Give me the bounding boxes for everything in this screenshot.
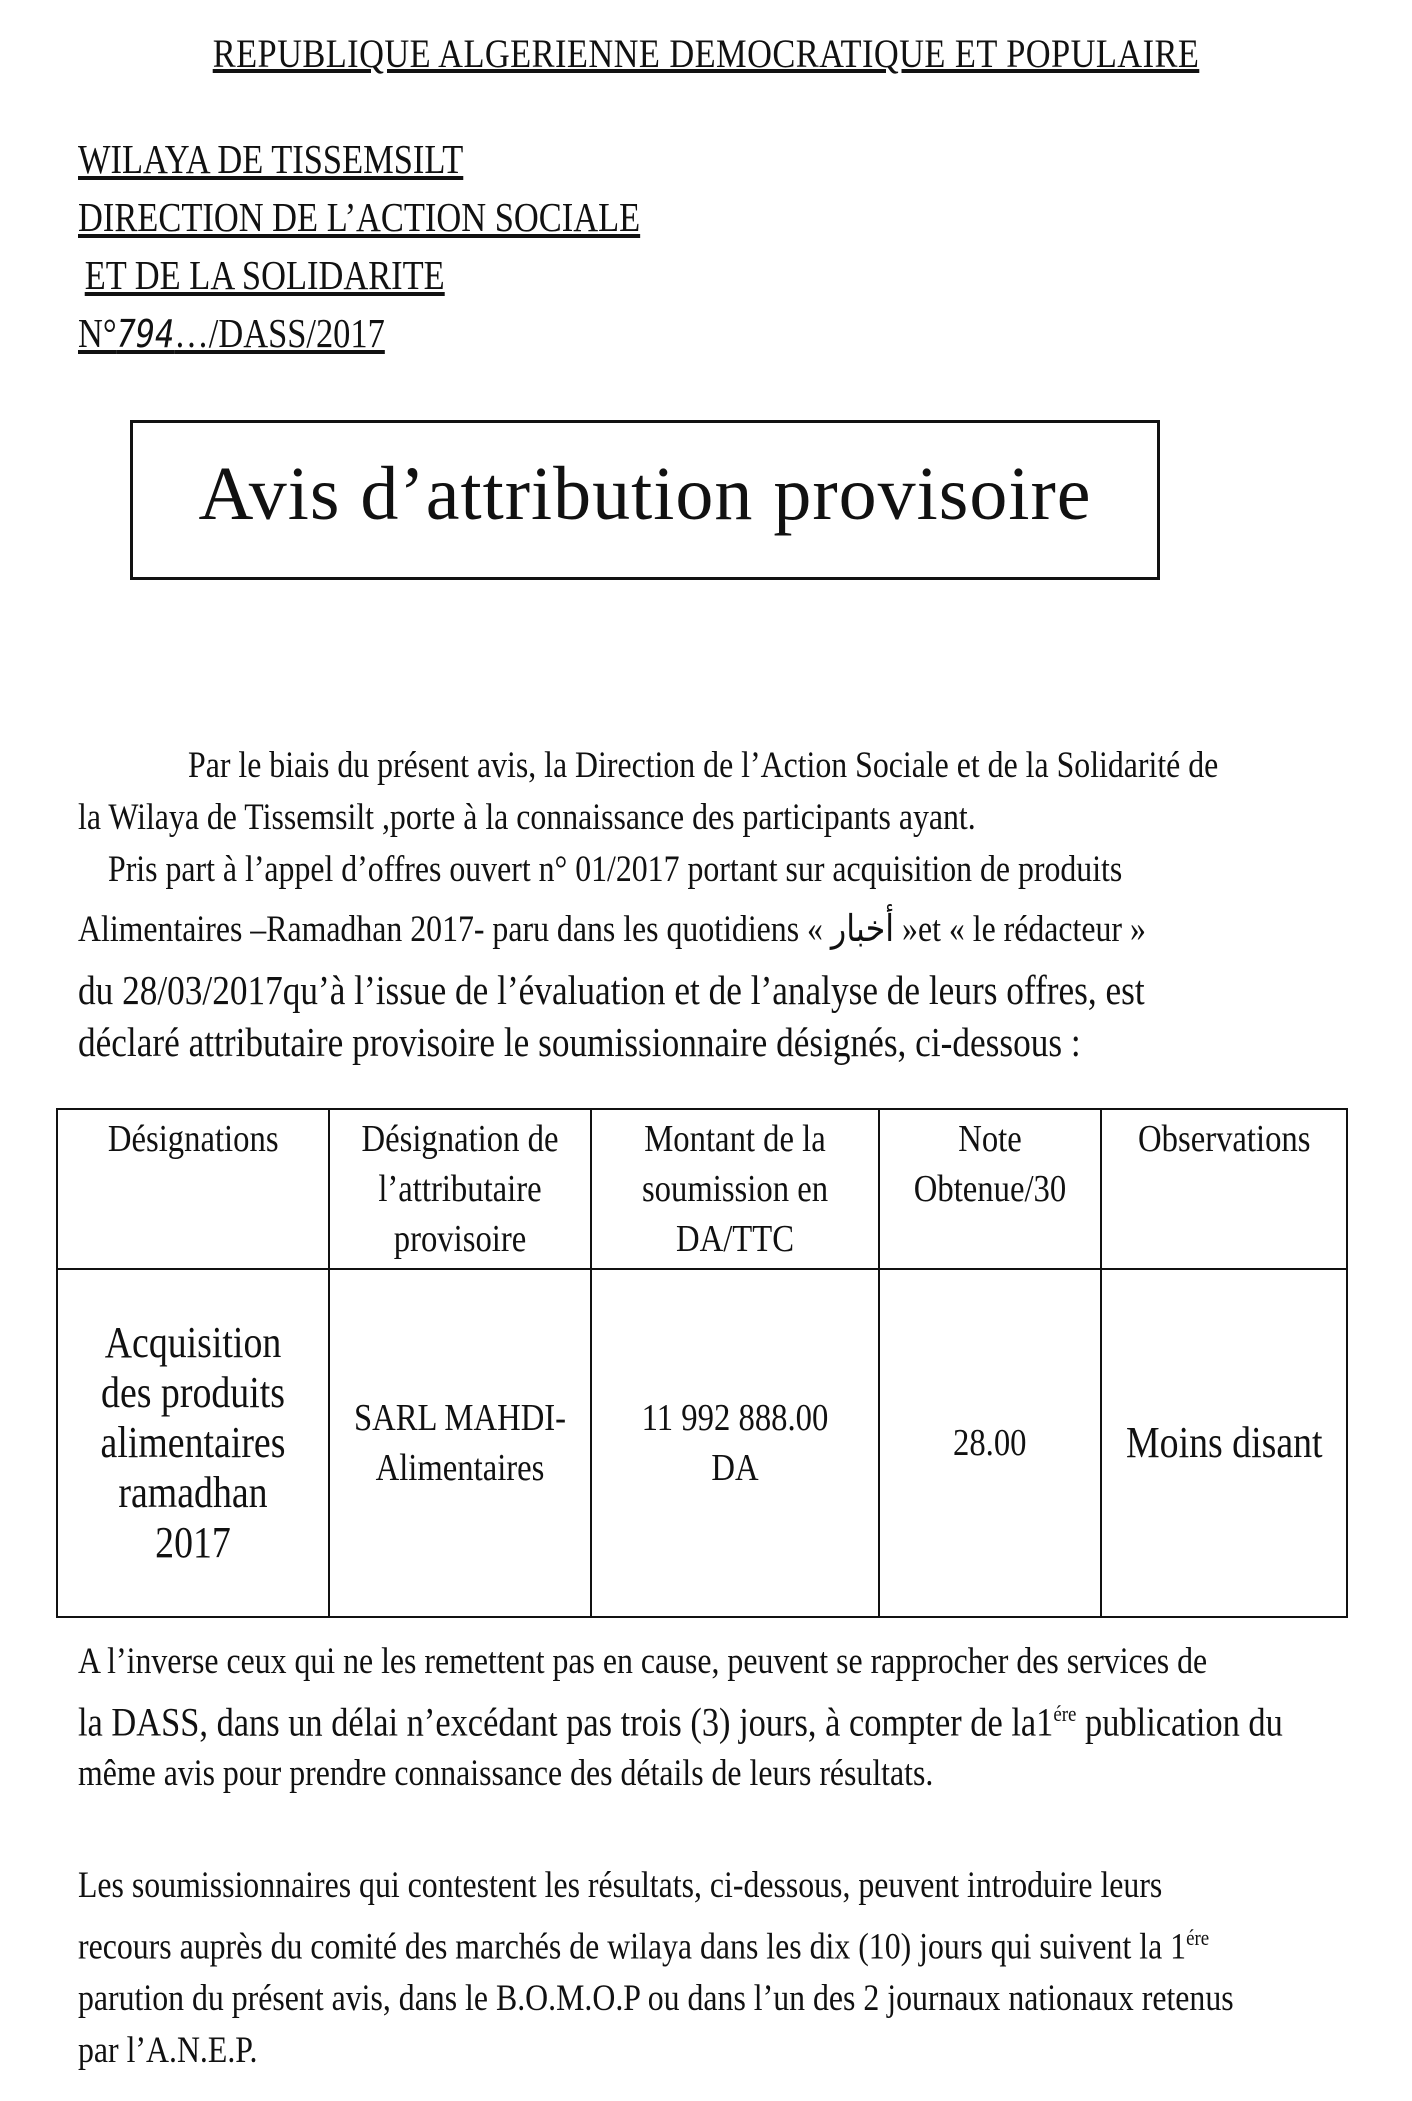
header-observations: Observations [1101,1109,1347,1269]
cell-designation: Acquisition des produits alimentaires ramadhan 2017 [57,1269,329,1617]
intro-paragraph [78,740,1348,1068]
cell-observations: Moins disant [1101,1269,1347,1617]
direction-line-2: ET DE LA SOLIDARITE [84,252,445,298]
header-note: Note Obtenue/30 [879,1109,1101,1269]
republic-heading: REPUBLIQUE ALGERIENNE DEMOCRATIQUE ET POPULAIRE [212,31,1200,76]
intro-line-3: Pris part à l’appel d’offres ouvert n° 01/2017 portant sur acquisition de produits [108,849,1123,890]
recours1-line-2-end: publication du [1076,1699,1283,1745]
attribution-table [56,1108,1348,1618]
recours-paragraph-2 [78,1860,1348,2077]
intro-line-4: Alimentaires –Ramadhan 2017- paru dans les quotidiens « أخبار »et « le rédacteur » [78,909,1146,950]
recours1-line-1: A l’inverse ceux qui ne les remettent pas en cause, peuvent se rapprocher des services de [78,1641,1208,1682]
administration-block [78,130,747,363]
recours1-sup: ére [1053,1701,1077,1726]
intro-line-5: du 28/03/2017qu’à l’issue de l’évaluation et de l’analyse de leurs offres, est [78,967,1145,1013]
wilaya-line: WILAYA DE TISSEMSILT [78,136,464,182]
intro-line-6: déclaré attributaire provisoire le soumissionnaire désignés, ci-dessous : [78,1019,1081,1065]
recours-paragraph-1 [78,1636,1348,1800]
ref-prefix: N° [78,310,117,356]
ref-suffix: …/DASS/2017 [174,310,385,356]
recours1-line-3: même avis pour prendre connaissance des détails de leurs résultats. [78,1753,934,1795]
cell-note: 28.00 [879,1269,1101,1617]
recours1-line-2: la DASS, dans un délai n’excédant pas trois (3) jours, à compter de la1 [78,1699,1054,1745]
title-box [130,420,1160,580]
table-row [57,1269,1347,1617]
header-attributaire: Désignation de l’attributaire provisoire [329,1109,591,1269]
intro-line-1: Par le biais du présent avis, la Direction de l’Action Sociale et de la Solidarité de [188,745,1219,786]
direction-line-1: DIRECTION DE L’ACTION SOCIALE [78,194,641,240]
recours2-line-2: recours auprès du comité des marchés de wilaya dans les dix (10) jours qui suivent la 1 [78,1926,1187,1968]
header-montant: Montant de la soumission en DA/TTC [591,1109,879,1269]
ref-handwritten-number: 794 [116,312,175,356]
recours2-line-1: Les soumissionnaires qui contestent les résultats, ci-dessous, peuvent introduire leurs [78,1865,1163,1906]
reference-number [78,304,640,363]
cell-montant: 11 992 888.00 DA [591,1269,879,1617]
recours2-sup: ére [1186,1925,1210,1950]
recours2-line-4: par l’A.N.E.P. [78,2030,258,2072]
table-header-row [57,1109,1347,1269]
notice-title: Avis d’attribution provisoire [198,452,1092,536]
header-designations: Désignations [57,1109,329,1269]
recours2-line-3: parution du présent avis, dans le B.O.M.O.P ou dans l’un des 2 journaux nationaux retenus [78,1978,1234,2020]
cell-attributaire: SARL MAHDI- Alimentaires [329,1269,591,1617]
intro-line-2: la Wilaya de Tissemsilt ,porte à la connaissance des participants ayant. [78,797,976,838]
